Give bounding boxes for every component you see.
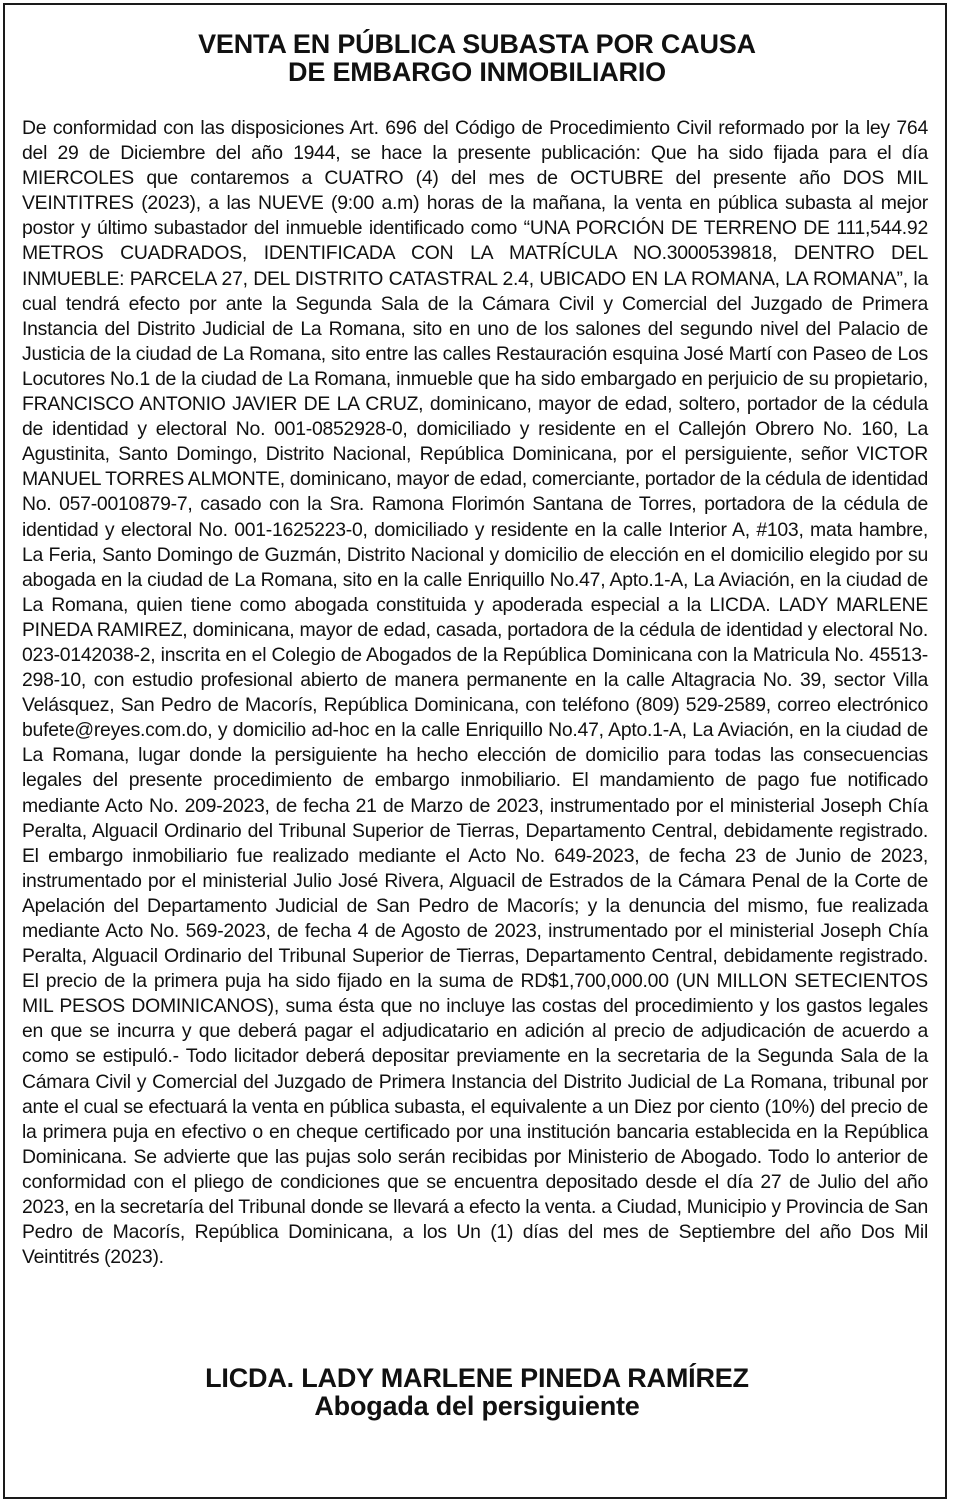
title-line-1: VENTA EN PÚBLICA SUBASTA POR CAUSA <box>198 29 756 59</box>
notice-title <box>0 30 954 86</box>
signature-block <box>0 1364 954 1420</box>
signature-role: Abogada del persiguiente <box>314 1391 640 1421</box>
signature-name: LICDA. LADY MARLENE PINEDA RAMÍREZ <box>205 1363 749 1393</box>
title-line-2: DE EMBARGO INMOBILIARIO <box>288 57 666 87</box>
notice-body: De conformidad con las disposiciones Art. 696 del Código de Procedimiento Civil reformado por la ley 764 del 29 de Diciembre del año 1944, se hace la presente publicación: Que ha sido fijada para el día MIERCOLES que contaremos a CUATRO (4) del mes de OCTUBRE del presente año DOS MIL VEINTITRES (2023), a las NUEVE (9:00 a.m) horas de la mañana, la venta en pública subasta al mejor postor y último subastador del inmueble identificado como “UNA PORCIÓN DE TERRENO DE 111,544.92 METROS CUADRADOS, IDENTIFICADA CON LA MATRÍCULA NO.3000539818, DENTRO DEL INMUEBLE: PARCELA 27, DEL DISTRITO CATASTRAL 2.4, UBICADO EN LA ROMANA, LA ROMANA”, la cual tendrá efecto por ante la Segunda Sala de la Cámara Civil y Comercial del Juzgado de Primera Instancia del Distrito Judicial de La Romana, sito en uno de los salones del segundo nivel del Palacio de Justicia de la ciudad de La Romana, sito entre las calles Restauración esquina José Martí con Paseo de Los Locutores No.1 de la ciudad de La Romana, inmueble que ha sido embargado en perjuicio de su propietario, FRANCISCO ANTONIO JAVIER DE LA CRUZ, dominicano, mayor de edad, soltero, portador de la cédula de identidad y electoral No. 001-0852928-0, domiciliado y residente en el Callejón Obrero No. 160, La Agustinita, Santo Domingo, Distrito Nacional, República Dominicana, por el persiguiente, señor VICTOR MANUEL TORRES ALMONTE, dominicano, mayor de edad, comerciante, portador de la cédula de identidad No. 057-0010879-7, casado con la Sra. Ramona Florimón Santana de Torres, portadora de la cédula de identidad y electoral No. 001-1625223-0, domiciliado y residente en la calle Interior A, #103, mata hambre, La Feria, Santo Domingo de Guzmán, Distrito Nacional y domicilio de elección en el domicilio elegido por su abogada en la ciudad de La Romana, sito en la calle Enriquillo No.47, Apto.1-A, La Aviación, en la ciudad de La Romana, quien tiene como abogada constituida y apoderada especial a la LICDA. LADY MARLENE PINEDA RAMIREZ, dominicana, mayor de edad, casada, portadora de la cédula de identidad y electoral No. 023-0142038-2, inscrita en el Colegio de Abogados de la República Dominicana con la Matricula No. 45513-298-10, con estudio profesional abierto de manera permanente en la calle Altagracia No. 39, sector Villa Velásquez, San Pedro de Macorís, República Dominicana, con teléfono (809) 529-2589, correo electrónico bufete@reyes.com.do, y domicilio ad-hoc en la calle Enriquillo No.47, Apto.1-A, La Aviación, en la ciudad de La Romana, lugar donde la persiguiente ha hecho elección de domicilio para todas las consecuencias legales del presente procedimiento de embargo inmobiliario. El mandamiento de pago fue notificado mediante Acto No. 209-2023, de fecha 21 de Marzo de 2023, instrumentado por el ministerial Joseph Chía Peralta, Alguacil Ordinario del Tribunal Superior de Tierras, Departamento Central, debidamente registrado. El embargo inmobiliario fue realizado mediante el Acto No. 649-2023, de fecha 23 de Junio de 2023, instrumentado por el ministerial Julio José Rivera, Alguacil de Estrados de la Cámara Penal de la Corte de Apelación del Departamento Judicial de San Pedro de Macorís; y la denuncia del mismo, fue realizada mediante Acto No. 569-2023, de fecha 4 de Agosto de 2023, instrumentado por el ministerial Joseph Chía Peralta, Alguacil Ordinario del Tribunal Superior de Tierras, Departamento Central, debidamente registrado. El precio de la primera puja ha sido fijado en la suma de RD$1,700,000.00 (UN MILLON SETECIENTOS MIL PESOS DOMINICANOS), suma ésta que no incluye las costas del procedimiento y los gastos legales en que se incurra y que deberá pagar el adjudicatario en adición al precio de adjudicación de acuerdo a como se estipuló.- Todo licitador deberá depositar previamente en la secretaria de la Segunda Sala de la Cámara Civil y Comercial del Juzgado de Primera Instancia del Distrito Judicial de La Romana, tribunal por ante el cual se efectuará la venta en pública subasta, el equivalente a un Diez por ciento (10%) del precio de la primera puja en efectivo o en cheque certificado por una institución bancaria establecida en la República Dominicana. Se advierte que las pujas solo serán recibidas por Ministerio de Abogado. Todo lo anterior de conformidad con el pliego de condiciones que se encuentra depositado desde el día 27 de Julio del año 2023, en la secretaría del Tribunal donde se llevará a efecto la venta. a Ciudad, Municipio y Provincia de San Pedro de Macorís, República Dominicana, a los Un (1) días del mes de Septiembre del año Dos Mil Veintitrés (2023). <box>22 117 928 1269</box>
